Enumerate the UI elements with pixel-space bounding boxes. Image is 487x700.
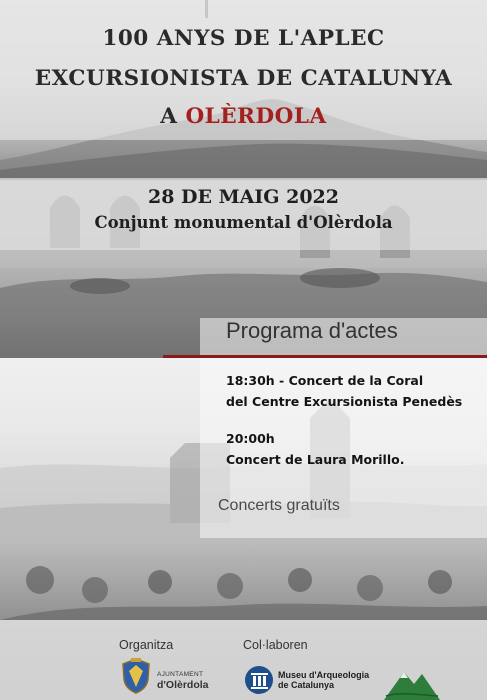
program-act-2 — [226, 428, 404, 470]
title-line-1: 100 ANYS DE L'APLEC — [102, 26, 385, 51]
program-title: Programa d'actes — [226, 318, 398, 343]
title-line-3 — [0, 104, 487, 129]
title-accent-olerdola: OLÈRDOLA — [185, 104, 327, 129]
ajuntament-olerdola-logo — [117, 657, 212, 697]
event-date: 28 DE MAIG 2022 — [147, 186, 339, 208]
program-act-1 — [226, 370, 462, 412]
event-place: Conjunt monumental d'Olèrdola — [94, 213, 393, 232]
museu-text — [278, 670, 369, 690]
act-2-line-2: Concert de Laura Morillo. — [226, 452, 405, 467]
act-1-line-2: del Centre Excursionista Penedès — [226, 394, 463, 409]
mountain-icon — [382, 664, 442, 700]
museum-columns-glyph — [245, 666, 273, 694]
ajuntament-text — [157, 671, 209, 691]
ajuntament-name: d'Olèrdola — [157, 679, 209, 691]
ajuntament-small-text: AJUNTAMENT — [157, 671, 204, 678]
museum-icon — [245, 666, 273, 694]
act-1-line-1: 18:30h - Concert de la Coral — [226, 373, 424, 388]
act-2-line-1: 20:00h — [226, 431, 275, 446]
museu-line-1: Museu d'Arqueologia — [278, 670, 370, 680]
organitza-label: Organitza — [119, 638, 174, 652]
shield-icon — [121, 657, 151, 695]
museu-arqueologia-logo — [245, 664, 375, 698]
title-line-2: EXCURSIONISTA DE CATALUNYA — [34, 66, 453, 91]
museu-line-2: de Catalunya — [278, 680, 335, 690]
collaboren-label: Col·laboren — [243, 638, 308, 652]
free-concerts-note: Concerts gratuïts — [218, 497, 340, 514]
centre-excursionista-logo — [382, 664, 442, 700]
program-divider — [163, 355, 487, 358]
title-line-3-prefix: A — [160, 104, 186, 129]
